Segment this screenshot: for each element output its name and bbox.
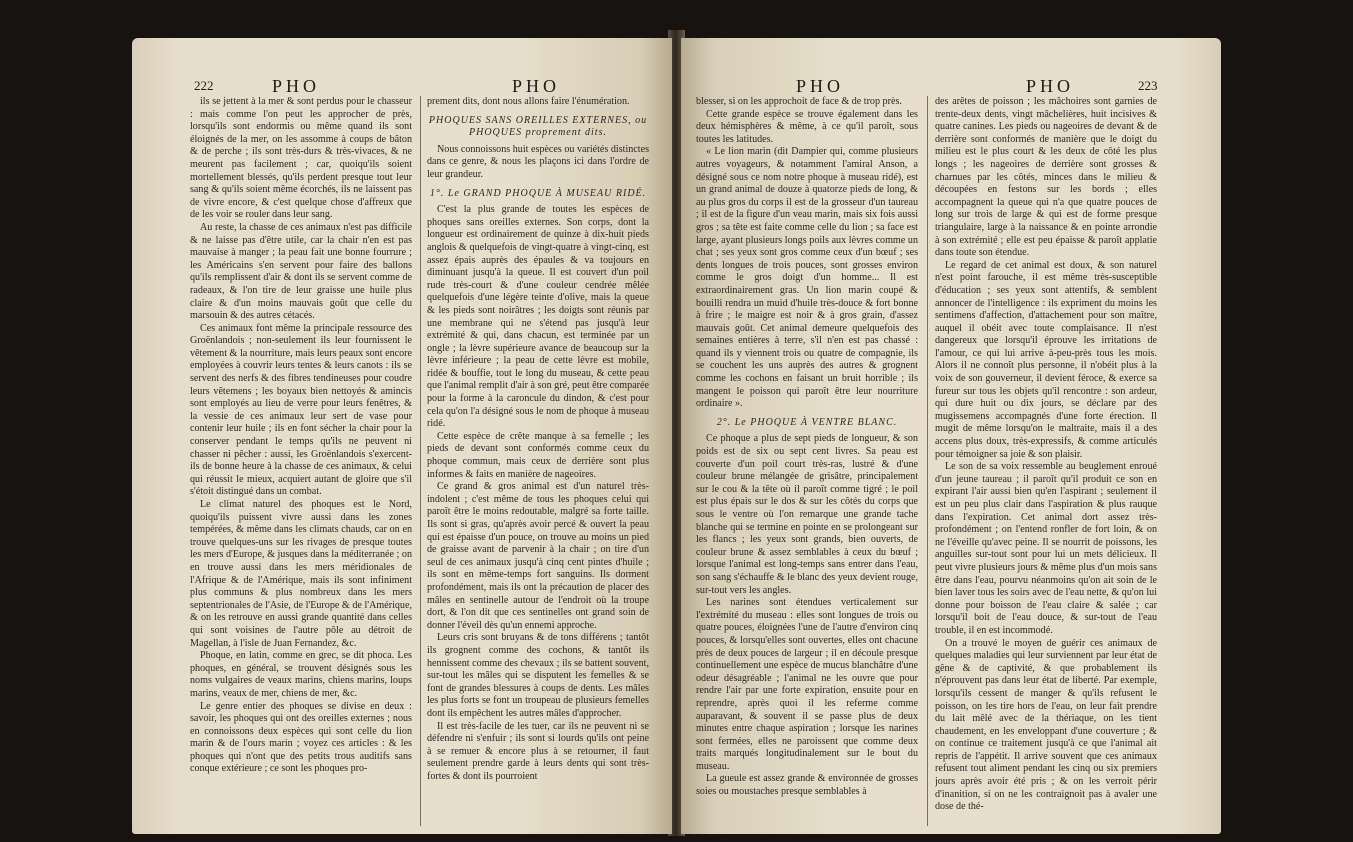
- column-rule: [420, 96, 421, 826]
- running-head-left-2: PHO: [512, 76, 561, 96]
- running-head-left-1: PHO: [272, 76, 321, 96]
- paragraph: La gueule est assez grande & environnée de grosses soies ou moustaches presque semblables à: [696, 773, 918, 798]
- page-number-left: 222: [194, 78, 214, 93]
- paragraph: blesser, si on les approchoit de face & de trop près.: [696, 96, 902, 107]
- left-page: [132, 38, 672, 834]
- section-title: 2°. Le PHOQUE À VENTRE BLANC.: [716, 416, 898, 428]
- running-head-right-2: PHO: [1026, 76, 1075, 96]
- right-page: [681, 38, 1221, 834]
- paragraph: Leurs cris sont bruyans & de tons différens ; tantôt ils grognent comme des cochons, & tantôt ils hennissent comme des chevaux ; ils se battent souvent, sur-tout les mâles qui se disputent les femelles & se font de grandes blessures à coups de dents. Les mâles les plus forts se font un troupeau de plusieurs femelles dont ils empêchent les autres mâles d'approcher.: [427, 632, 649, 719]
- paragraph: Phoque, en latin, comme en grec, se dit phoca. Les phoques, en général, se trouvent désignés sous les noms vulgaires de veaux marins, chiens marins, loups marins, veaux de mer, chiens de mer, &c.: [190, 650, 412, 699]
- paragraph: ils se jettent à la mer & sont perdus pour le chasseur : mais comme l'on peut les approcher de près, lorsqu'ils sont endormis ou même quand ils sont éloignés de la mer, on les assomme à coups de bâton & de perche ; ils sont très-durs & très-vivaces, & ne meurent pas facilement ; car, quoiqu'ils soient mortellement blessés, qu'ils perdent presque tout leur sang & qu'ils soient même écorchés, ils ne laissent pas de vivre encore, & c'est quelque chose d'affreux que de les voir se rouler dans leur sang.: [190, 96, 412, 221]
- column-rule: [927, 96, 928, 826]
- paragraph: « Le lion marin (dit Dampier qui, comme plusieurs autres voyageurs, & notamment l'amiral Anson, a désigné sous ce nom notre phoque à museau ridé), est un grand animal de douze à quatorze pieds de long, & au plus gros du corps il est de la grosseur d'un taureau ; il est de la figure d'un veau marin, mais six fois aussi gros ; sa tête est faite comme celle du lion ; sa face est large, ayant plusieurs longs poils aux lèvres comme un chat ; ses yeux sont gros comme ceux d'un bœuf ; ses dents longues de trois pouces, sont grosses environ comme le gros doigt d'un homme... Il est extraordinairement gras. Un lion marin coupé & bouilli rendra un muid d'huile très-douce & fort bonne à frire ; le maigre est noir & à gros grain, d'assez mauvais goût. Cet animal demeure quelquefois des semaines entières à terre, s'il n'en est pas chassé : quand ils y viennent trois ou quatre de compagnie, ils se couchent les uns auprès des autres & grognent comme les cochons en faisant un bruit horrible ; ils mangent le poisson qui paroît être leur nourriture ordinaire ».: [696, 146, 918, 410]
- paragraph: Ce grand & gros animal est d'un naturel très-indolent ; c'est même de tous les phoques celui qui paroît être le moins redoutable, malgré sa forte taille. Ils sont si gras, qu'après avoir percé & ouvert la peau qui est épaisse d'un pouce, on trouve au moins un pied de graisse avant de parvenir à la chair ; on tire d'un seul de ces animaux jusqu'à cinq cent pintes d'huile ; ils sont en même-temps fort sanguins. Ils dorment profondément, mais ils ont la précaution de placer des mâles en sentinelle autour de l'endroit où la troupe dort, & l'on dit que ces sentinelles ont grand soin de donner l'éveil dès qu'un ennemi approche.: [427, 481, 649, 631]
- paragraph: Au reste, la chasse de ces animaux n'est pas difficile & ne laisse pas d'être utile, car la chair n'en est pas mauvaise à manger ; la peau fait une bonne fourrure ; les Américains s'en servent pour faire des ballons qu'ils remplissent d'air & dont ils se servent comme de radeaux, & l'on tire de leur graisse une huile plus claire & d'un moins mauvais goût que celle du marsouin & des autres cétacés.: [190, 221, 412, 322]
- paragraph: Ce phoque a plus de sept pieds de longueur, & son poids est de six ou sept cent livres. Sa peau est couverte d'un poil court très-ras, lustré & d'une couleur brune mélangée de grisâtre, principalement sur le cou & la tête où il paroît comme tigré ; le poil est plus épais sur le dos & sur les côtés du corps que sous le ventre où l'on remarque une grande tache blanche qui se termine en pointe en se prolongeant sur les flancs ; les yeux sont grands, bien ouverts, de couleur brune & assez semblables à ceux du bœuf ; lorsque l'animal est long-temps sans entrer dans l'eau, son sang s'échauffe & le blanc des yeux devient rouge, sur-tout vers les angles.: [696, 433, 918, 596]
- paragraph: Il est très-facile de les tuer, car ils ne peuvent ni se défendre ni s'enfuir ; ils sont si lourds qu'ils ont peine à se remuer & encore plus à se retourner, il faut seulement prendre garde à leurs dents qui sont très-fortes & dont ils pourroient: [427, 720, 649, 782]
- paragraph: On a trouvé le moyen de guérir ces animaux de quelques maladies qui leur surviennent par leur état de gêne & de captivité, & que probablement ils n'éprouvent pas dans leur état de liberté. Par exemple, lorsqu'ils cessent de manger & qu'ils refusent le poisson, on les tire hors de l'eau, on leur fait prendre du lait mêlé avec de la thériaque, on les tient chaudement, en les enveloppant d'une couverture ; & on continue ce traitement jusqu'à ce que l'animal ait repris de l'appétit. Il arrive souvent que ces animaux refusent tout aliment pendant les cinq ou six premiers jours après avoir été pris ; & on les verroit périr d'inanition, si on ne les contraignoit pas à avaler une dose de thé-: [935, 637, 1157, 813]
- paragraph: Ces animaux font même la principale ressource des Groënlandois ; non-seulement ils leur fournissent le vêtement & la nourriture, mais leurs peaux sont encore employées à couvrir leurs tentes & leurs canots : ils se servent des nerfs & des fibres tendineuses pour coudre leurs vêtemens ; les boyaux bien nettoyés & amincis sont employés au lieu de verre pour leurs fenêtres, & la vessie de ces animaux leur sert de vase pour contenir leur huile ; ils en font sécher la chair pour la conserver pendant le temps qu'ils ne peuvent ni chasser ni pêcher : aussi, les Groënlandois s'exercent-ils de bonne heure à la chasse de ces animaux, & celui qui réussit le mieux, acquiert autant de gloire que s'il s'étoit distingué dans un combat.: [190, 322, 412, 498]
- paragraph: C'est la plus grande de toutes les espèces de phoques sans oreilles externes. Son corps, dont la longueur est ordinairement de quinze à dix-huit pieds anglois & quelquefois de vingt-quatre à vingt-cinq, est assez épais auprès des épaules & va toujours en diminuant jusqu'à la queue. Il est couvert d'un poil rude très-court & d'une couleur cendrée mêlée quelquefois d'une légère teinte d'olive, mais la queue & les pieds sont noirâtres ; les doigts sont réunis par une membrane qui ne s'étend pas jusqu'à leur extrémité & qui, dans chacun, est terminée par un ongle ; la lèvre supérieure avance de beaucoup sur la lèvre inférieure ; la peau de cette lèvre est mobile, ridée & bouffie, tout le long du museau, & cette peau que l'animal remplit d'air à son gré, peut être comparée pour la forme à la caroncule du dindon, & c'est pour cela qu'on l'a désigné sous le nom de phoque à museau ridé.: [427, 204, 649, 430]
- section-title: PHOQUES SANS OREILLES EXTERNES, ou PHOQUES proprement dits.: [428, 114, 648, 139]
- paragraph: des arêtes de poisson ; les mâchoires sont garnies de trente-deux dents, vingt mâchelières, huit incisives & quatre canines. Les pieds ou nageoires de devant & de derrière sont conformés de manière que le doigt du milieu est le plus court & les deux de côté les plus longs ; les nageoires de derrière sont grosses & charnues par les côtés, minces dans le milieu & découpées en festons sur les bords ; elles accompagnent la queue qui n'a que quatre pouces de long sur trois de large & qui est de forme presque triangulaire, large à la naissance & en pointe arrondie à son extrémité ; elle est peu épaisse & paroît applatie dans toute son étendue.: [935, 96, 1157, 259]
- paragraph: Le climat naturel des phoques est le Nord, quoiqu'ils puissent vivre aussi dans les zones tempérées, & même dans les climats chauds, car on en trouve quelques-uns sur les rivages de presque toutes les mers d'Europe, & jusques dans la méditerranée ; on en trouve aussi dans les mers méridionales de l'Afrique & de l'Amérique, mais ils sont infiniment plus communs & plus nombreux dans les mers septentrionales de l'Asie, de l'Europe & de l'Amérique, & on les retrouve en aussi grande quantité dans celles qui sont voisines de l'autre pôle au détroit de Magellan, à l'isle de Juan Fernandez, &c.: [190, 499, 412, 649]
- running-head-right-1: PHO: [796, 76, 845, 96]
- paragraph: Le genre entier des phoques se divise en deux : savoir, les phoques qui ont des oreilles externes ; nous en connoissons deux espèces qui sont celle du lion marin & de l'ours marin ; voyez ces articles : & les phoques qui n'ont que des petits trous auditifs sans conque extérieure ; ce sont les phoques pro-: [190, 700, 412, 775]
- paragraph: Cette grande espèce se trouve également dans les deux hémisphères & même, à ce qu'il paroît, sous toutes les latitudes.: [696, 108, 918, 145]
- right-column-1: [696, 96, 918, 828]
- paragraph: Nous connoissons huit espèces ou variétés distinctes dans ce genre, & nous les plaçons ici dans l'ordre de leur grandeur.: [427, 143, 649, 180]
- left-column-2: [427, 96, 649, 828]
- paragraph: Les narines sont étendues verticalement sur l'extrémité du museau : elles sont longues de trois ou quatre pouces, éloignées l'une de l'autre d'environ cinq pouces, & lorsqu'elles sont ouvertes, elles ont chacune près de deux pouces de largeur ; il en découle presque continuellement une espèce de mucus blanchâtre d'une odeur désagréable ; l'animal ne les ouvre que pour rendre l'air par une forte expiration, ensuite pour en reprendre, après quoi il les referme comme auparavant, & souvent il se passe plus de deux minutes entre chaque aspiration ; lorsque les narines sont fermées, elles ne paroissent que comme deux traits marqués longitudinalement sur le bout du museau.: [696, 597, 918, 772]
- page-number-right: 223: [1138, 78, 1158, 93]
- section-title: 1°. Le GRAND PHOQUE À MUSEAU RIDÉ.: [429, 187, 647, 199]
- paragraph: Le son de sa voix ressemble au beuglement enroué d'un jeune taureau ; il paroît qu'il produit ce son en expirant l'air aussi bien qu'en l'aspirant ; seulement il est un peu plus clair dans l'aspiration & plus rauque dans l'expiration. Cet animal dort assez très-profondément ; on l'entend ronfler de fort loin, & on ne l'éveille qu'avec peine. Il se nourrit de poissons, les anguilles sur-tout sont pour lui un mets délicieux. Il peut vivre plusieurs jours & même plus d'un mois sans être dans l'eau, pourvu néanmoins qu'on ait soin de le bien laver tous les soirs avec de l'eau nette, & qu'on lui donne pour boisson de l'eau claire & salée ; car lorsqu'il boit de l'eau douce, & sur-tout de l'eau trouble, il en est incommodé.: [935, 461, 1157, 636]
- paragraph: Le regard de cet animal est doux, & son naturel n'est point farouche, il est même très-susceptible d'éducation ; ses yeux sont attentifs, & semblent annoncer de l'intelligence : ils expriment du moins les sentimens d'affection, d'attachement pour son maître, auquel il obéit avec toute complaisance. Il n'est dangereux que lorsqu'il éprouve les irritations de l'amour, ce qui lui arrive à-peu-près tous les mois. Alors il ne connoît plus personne, il n'obéit plus à la voix de son gouverneur, il devient féroce, & exerce sa fureur sur tous les objets qu'il rencontre : son ardeur, qui dure huit ou dix jours, se déclare par des mugissemens accompagnés d'une forte érection. Il mugit de même lorsqu'on le maltraite, mais il a des accens plus doux, très-expressifs, & comme articulés pour témoigner sa joie & son plaisir.: [935, 259, 1157, 460]
- paragraph: prement dits, dont nous allons faire l'énumération.: [427, 96, 630, 107]
- right-column-2: [935, 96, 1157, 828]
- paragraph: Cette espèce de crête manque à sa femelle ; les pieds de devant sont conformés comme ceux du phoque commun, mais ceux de derrière sont plus informes & faits en manière de nageoires.: [427, 430, 649, 480]
- left-column-1: [190, 96, 412, 828]
